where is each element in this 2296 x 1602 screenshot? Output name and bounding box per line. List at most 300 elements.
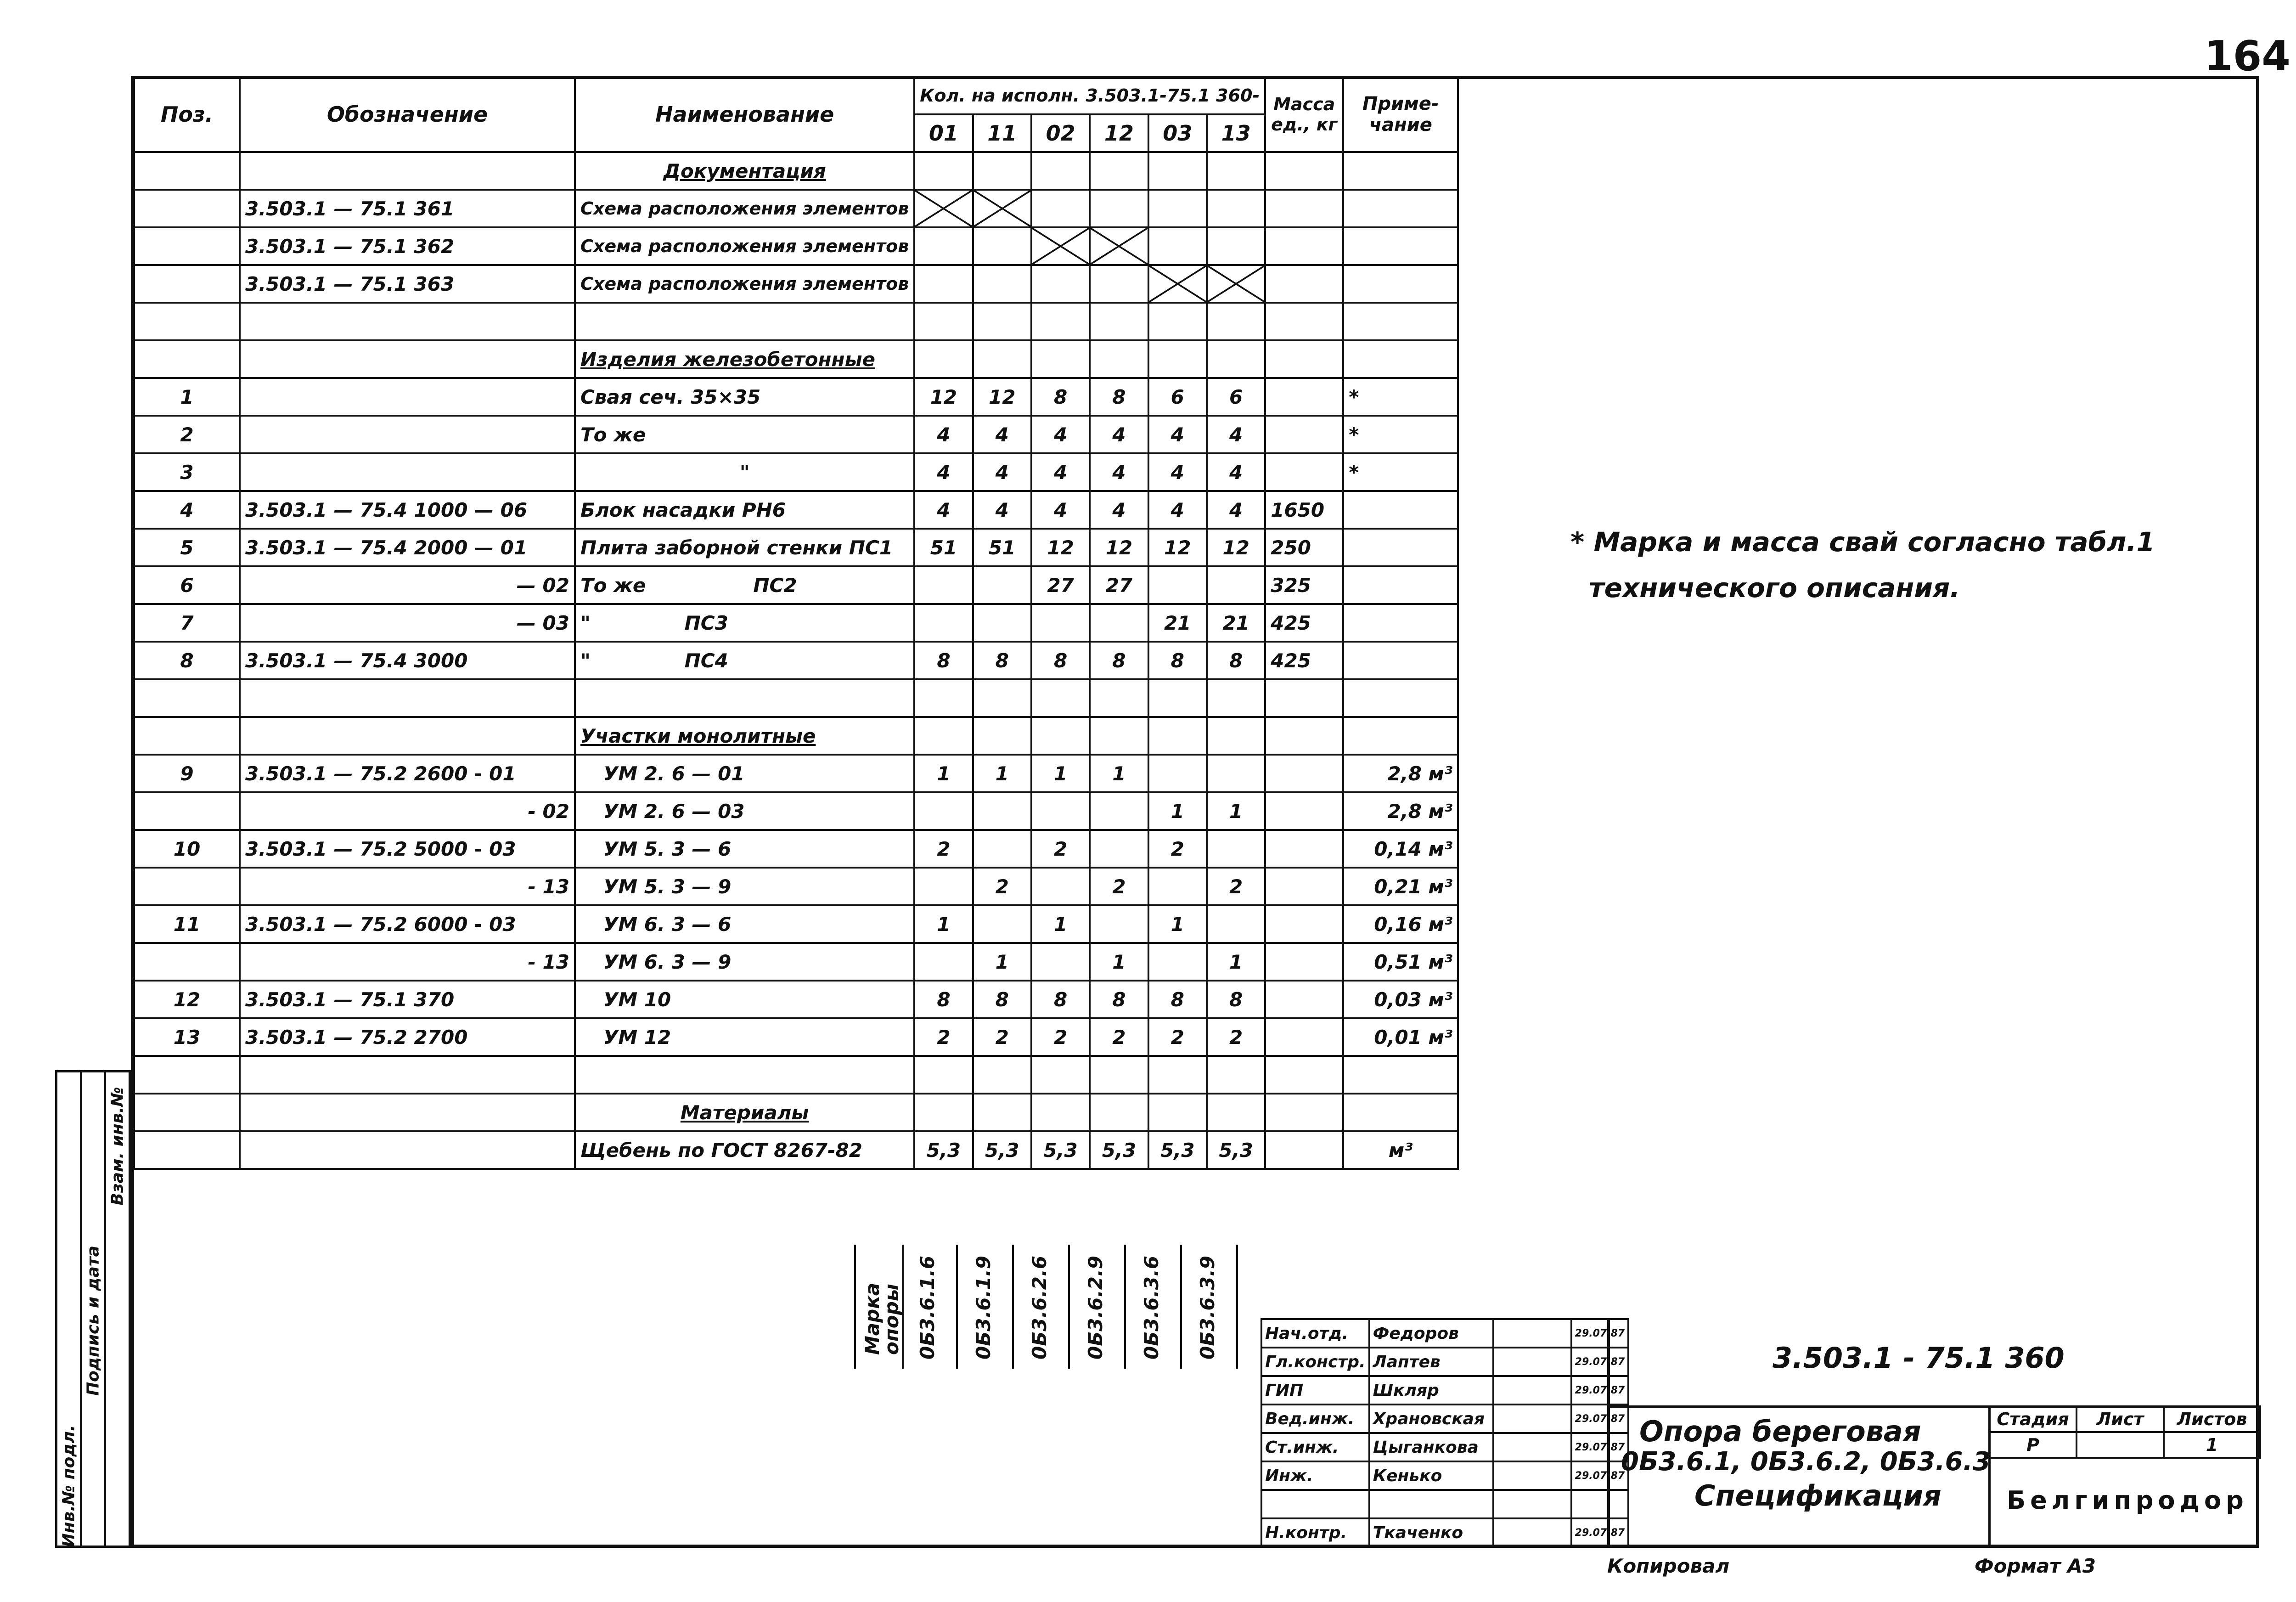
stamp-date: 29.07.87 [1571, 1348, 1629, 1376]
qty-cell: 2 [973, 868, 1031, 905]
designation-cell [240, 416, 575, 453]
qty-cell [1207, 566, 1265, 604]
stamp-row [1261, 1490, 1628, 1518]
name-cell: Свая сеч. 35×35 [575, 378, 914, 416]
stamp-role: Нач.отд. [1261, 1319, 1369, 1348]
mass-cell [1265, 378, 1343, 416]
qty-cell: 5,3 [973, 1131, 1031, 1169]
table-row [134, 1018, 1458, 1056]
mono-rows [134, 755, 1458, 1056]
doc-designation: 3.503.1 — 75.1 362 [240, 227, 575, 265]
mark-value: 0Б3.6.1.6 [916, 1256, 939, 1359]
qty-cell: 1 [1031, 905, 1090, 943]
stamp-name: Федоров [1369, 1319, 1493, 1348]
designation-cell: 3.503.1 — 75.2 2700 [240, 1018, 575, 1056]
qty-cell: 2 [1207, 868, 1265, 905]
qty-cell: 8 [1031, 642, 1090, 679]
rc-rows [134, 378, 1458, 679]
stamp-role: ГИП [1261, 1376, 1369, 1405]
stamp-name: Ткаченко [1369, 1518, 1493, 1547]
note-cell [1343, 529, 1458, 566]
material-name: Щебень по ГОСТ 8267-82 [575, 1131, 914, 1169]
qty-cell [1148, 755, 1207, 792]
stamp-signature [1493, 1376, 1571, 1405]
qty-cell [914, 566, 973, 604]
footnote-line: технического описания. [1589, 572, 1960, 604]
name-cell: УМ 12 [575, 1018, 914, 1056]
qty-cell: 51 [973, 529, 1031, 566]
stamp-name: Кенько [1369, 1461, 1493, 1490]
qty-cell: 2 [1031, 830, 1090, 868]
format-label: Формат А3 [1975, 1555, 2096, 1577]
footnote-line: * Марка и масса свай согласно табл.1 [1570, 526, 2155, 558]
copied-label: Копировал [1607, 1555, 1730, 1577]
designation-cell: - 13 [240, 868, 575, 905]
name-cell: " [575, 453, 914, 491]
pos-cell: 1 [134, 378, 240, 416]
stamp-signature [1493, 1518, 1571, 1547]
side-label-sign: Подпись и дата [84, 1246, 102, 1396]
qty-cell: 1 [914, 905, 973, 943]
qty-cell: 1 [1207, 943, 1265, 981]
stamp-role: Ст.инж. [1261, 1433, 1369, 1461]
header-note: Приме- чание [1343, 77, 1458, 152]
qty-cell: 27 [1090, 566, 1148, 604]
qty-cell: 8 [973, 981, 1031, 1018]
designation-cell: - 13 [240, 943, 575, 981]
qty-cell [1031, 792, 1090, 830]
name-cell: УМ 2. 6 — 03 [575, 792, 914, 830]
qty-cell: 1 [973, 943, 1031, 981]
side-col-sign [82, 1072, 106, 1546]
pos-cell: 11 [134, 905, 240, 943]
qty-cell: 2 [914, 830, 973, 868]
qty-cell: 2 [1090, 1018, 1148, 1056]
qty-cell [914, 604, 973, 642]
mass-cell [1265, 905, 1343, 943]
mark-value: 0Б3.6.3.6 [1140, 1256, 1163, 1359]
mass-cell: 325 [1265, 566, 1343, 604]
qty-cell: 1 [973, 755, 1031, 792]
designation-cell: 3.503.1 — 75.2 5000 - 03 [240, 830, 575, 868]
stage-header: Лист [2077, 1406, 2164, 1432]
name-cell: УМ 2. 6 — 01 [575, 755, 914, 792]
note-cell: * [1343, 378, 1458, 416]
stamp-row [1261, 1319, 1628, 1348]
material-note: м³ [1343, 1131, 1458, 1169]
qty-cell: 4 [973, 453, 1031, 491]
name-cell: Блок насадки РН6 [575, 491, 914, 529]
qty-cell: 12 [1207, 529, 1265, 566]
stamp-row [1261, 1518, 1628, 1547]
table-row [134, 529, 1458, 566]
qty-cell: 5,3 [1090, 1131, 1148, 1169]
name-cell: То же ПС2 [575, 566, 914, 604]
title-line: Опора береговая [1639, 1415, 1921, 1448]
mass-cell [1265, 416, 1343, 453]
pos-cell: 8 [134, 642, 240, 679]
table-row [134, 1131, 1458, 1169]
qty-cell: 8 [1207, 642, 1265, 679]
qty-cell [1090, 905, 1148, 943]
qty-cell: 8 [914, 642, 973, 679]
doc-name: Схема расположения элементов [575, 227, 914, 265]
qty-cell: 1 [1090, 755, 1148, 792]
doc-name: Схема расположения элементов [575, 265, 914, 303]
pos-cell [134, 943, 240, 981]
table-row [134, 604, 1458, 642]
qty-cell: 4 [1207, 416, 1265, 453]
mark-value: 0Б3.6.3.9 [1196, 1256, 1219, 1359]
qty-cell [1090, 604, 1148, 642]
stamp-role: Н.контр. [1261, 1518, 1369, 1547]
qty-cell: 1 [914, 755, 973, 792]
pos-cell: 6 [134, 566, 240, 604]
qty-cell: 2 [1148, 830, 1207, 868]
qty-cell: 5,3 [914, 1131, 973, 1169]
table-row [134, 190, 1458, 227]
qty-cell [1148, 943, 1207, 981]
qty-cell: 5,3 [1207, 1131, 1265, 1169]
specification-table [133, 76, 1459, 1170]
designation-cell: 3.503.1 — 75.1 370 [240, 981, 575, 1018]
qty-cell [914, 868, 973, 905]
table-row [134, 265, 1458, 303]
qty-cell: 4 [914, 416, 973, 453]
designation-cell: 3.503.1 — 75.4 1000 — 06 [240, 491, 575, 529]
side-col-inv [57, 1072, 82, 1546]
qty-cell: 2 [1207, 1018, 1265, 1056]
qty-cell: 12 [1090, 529, 1148, 566]
table-row [134, 868, 1458, 905]
stamp-row [1261, 1433, 1628, 1461]
qty-cell: 1 [1090, 943, 1148, 981]
stamp-role: Инж. [1261, 1461, 1369, 1490]
pos-cell: 10 [134, 830, 240, 868]
name-cell: УМ 6. 3 — 9 [575, 943, 914, 981]
section-docs: Документация [575, 152, 914, 190]
qty-cell [1090, 792, 1148, 830]
pos-cell: 13 [134, 1018, 240, 1056]
note-cell: 0,21 м³ [1343, 868, 1458, 905]
pos-cell: 5 [134, 529, 240, 566]
qty-cell: 4 [973, 491, 1031, 529]
qty-cell: 1 [1207, 792, 1265, 830]
stamp-name: Цыганкова [1369, 1433, 1493, 1461]
qty-cell: 51 [914, 529, 973, 566]
note-cell: 0,03 м³ [1343, 981, 1458, 1018]
section-materials: Материалы [575, 1094, 914, 1131]
qty-cell [1207, 830, 1265, 868]
qty-cell [973, 905, 1031, 943]
stamp-date: 29.07.87 [1571, 1461, 1629, 1490]
mass-cell: 425 [1265, 642, 1343, 679]
qty-cell: 8 [1148, 642, 1207, 679]
stage-header: Стадия [1989, 1406, 2077, 1432]
qty-cell: 5,3 [1031, 1131, 1090, 1169]
note-cell [1343, 642, 1458, 679]
stage-header: Листов [2164, 1406, 2260, 1432]
marks-label: Марка опоры [861, 1282, 903, 1355]
name-cell: УМ 5. 3 — 6 [575, 830, 914, 868]
note-cell: 0,16 м³ [1343, 905, 1458, 943]
qty-cell: 12 [1031, 529, 1090, 566]
stamp-row [1261, 1348, 1628, 1376]
stamp-date: 29.07.87 [1571, 1319, 1629, 1348]
stamp-name [1369, 1490, 1493, 1518]
note-cell: 0,14 м³ [1343, 830, 1458, 868]
table-row [134, 491, 1458, 529]
stamp-role [1261, 1490, 1369, 1518]
qty-cell [973, 792, 1031, 830]
qty-cell: 4 [973, 416, 1031, 453]
name-cell: " ПС4 [575, 642, 914, 679]
qty-cell: 4 [914, 491, 973, 529]
qty-cell: 27 [1031, 566, 1090, 604]
stamp-name: Храновская [1369, 1405, 1493, 1433]
note-cell: * [1343, 453, 1458, 491]
designation-cell: — 03 [240, 604, 575, 642]
qty-cell: 8 [1148, 981, 1207, 1018]
qty-cell: 4 [1090, 416, 1148, 453]
stamp-signature [1493, 1461, 1571, 1490]
qty-cell: 8 [914, 981, 973, 1018]
qty-cell: 4 [1090, 491, 1148, 529]
qty-cell [914, 943, 973, 981]
side-label-replace: Взам. инв.№ [108, 1087, 127, 1206]
qty-cell: 4 [1148, 453, 1207, 491]
qty-cell [914, 792, 973, 830]
mark-value: 0Б3.6.2.6 [1028, 1256, 1051, 1359]
qty-cell: 8 [1090, 378, 1148, 416]
table-row [134, 755, 1458, 792]
mass-cell [1265, 868, 1343, 905]
qty-cell [1090, 830, 1148, 868]
stamp-row [1261, 1405, 1628, 1433]
qty-cell: 6 [1148, 378, 1207, 416]
page-number: 164 [2204, 32, 2290, 80]
name-cell: То же [575, 416, 914, 453]
note-cell: * [1343, 416, 1458, 453]
stamp-date: 29.07.87 [1571, 1376, 1629, 1405]
qty-cell: 8 [1031, 378, 1090, 416]
mass-cell [1265, 453, 1343, 491]
stamp-signature [1493, 1433, 1571, 1461]
qty-cell [1031, 604, 1090, 642]
stamp-signature [1493, 1490, 1571, 1518]
header-qty-group: Кол. на исполн. 3.503.1-75.1 360- [914, 77, 1265, 114]
stamp-row [1261, 1461, 1628, 1490]
designation-cell: 3.503.1 — 75.4 2000 — 01 [240, 529, 575, 566]
pos-cell: 3 [134, 453, 240, 491]
qty-cell: 1 [1031, 755, 1090, 792]
table-row [134, 453, 1458, 491]
document-code: 3.503.1 - 75.1 360 [1773, 1341, 2065, 1375]
qty-cell: 4 [1031, 453, 1090, 491]
header-name: Наименование [575, 77, 914, 152]
stage-value: Р [1989, 1432, 2077, 1458]
stamp-name: Лаптев [1369, 1348, 1493, 1376]
table-row [134, 566, 1458, 604]
mass-cell [1265, 755, 1343, 792]
qty-cell: 4 [1148, 491, 1207, 529]
qty-cell: 4 [914, 453, 973, 491]
doc-name: Схема расположения элементов [575, 190, 914, 227]
stamp-role: Вед.инж. [1261, 1405, 1369, 1433]
doc-designation: 3.503.1 — 75.1 363 [240, 265, 575, 303]
title-line: Спецификация [1694, 1479, 1941, 1512]
note-cell: 0,01 м³ [1343, 1018, 1458, 1056]
designation-cell: 3.503.1 — 75.2 6000 - 03 [240, 905, 575, 943]
pos-cell: 12 [134, 981, 240, 1018]
qty-cell [973, 566, 1031, 604]
note-cell: 2,8 м³ [1343, 755, 1458, 792]
note-cell: 2,8 м³ [1343, 792, 1458, 830]
header-variant: 02 [1031, 114, 1090, 152]
qty-cell: 4 [1090, 453, 1148, 491]
table-row [134, 981, 1458, 1018]
name-cell: УМ 10 [575, 981, 914, 1018]
header-designation: Обозначение [240, 77, 575, 152]
stamp-rows [1261, 1319, 1628, 1547]
qty-cell: 2 [1031, 1018, 1090, 1056]
qty-cell: 8 [1031, 981, 1090, 1018]
mass-cell: 250 [1265, 529, 1343, 566]
stamp-signature [1493, 1319, 1571, 1348]
name-cell: " ПС3 [575, 604, 914, 642]
name-cell: УМ 5. 3 — 9 [575, 868, 914, 905]
header-variant: 01 [914, 114, 973, 152]
mass-cell [1265, 981, 1343, 1018]
header-variant: 11 [973, 114, 1031, 152]
stage-value [2077, 1432, 2164, 1458]
qty-cell: 4 [1031, 491, 1090, 529]
qty-cell: 8 [1207, 981, 1265, 1018]
pos-cell: 7 [134, 604, 240, 642]
stamp-date: 29.07.87 [1571, 1433, 1629, 1461]
designation-cell: 3.503.1 — 75.2 2600 - 01 [240, 755, 575, 792]
stamp-row [1261, 1376, 1628, 1405]
side-stamp [55, 1070, 131, 1548]
qty-cell: 12 [973, 378, 1031, 416]
qty-cell: 6 [1207, 378, 1265, 416]
qty-cell [973, 830, 1031, 868]
qty-cell: 2 [914, 1018, 973, 1056]
qty-cell: 12 [1148, 529, 1207, 566]
mass-cell [1265, 943, 1343, 981]
pos-cell: 2 [134, 416, 240, 453]
note-cell: 0,51 м³ [1343, 943, 1458, 981]
pos-cell [134, 792, 240, 830]
qty-cell: 5,3 [1148, 1131, 1207, 1169]
section-rc: Изделия железобетонные [575, 340, 914, 378]
organization: Белгипродор [2007, 1486, 2248, 1515]
table-row [134, 227, 1458, 265]
title-block-signatures [1261, 1318, 1629, 1548]
mark-value: 0Б3.6.2.9 [1084, 1256, 1107, 1359]
table-row [134, 905, 1458, 943]
qty-cell [1031, 868, 1090, 905]
side-label-inv: Инв.№ подл. [59, 1425, 78, 1547]
name-cell: Плита заборной стенки ПС1 [575, 529, 914, 566]
designation-cell [240, 453, 575, 491]
qty-cell [1207, 905, 1265, 943]
designation-cell: 3.503.1 — 75.4 3000 [240, 642, 575, 679]
mark-value: 0Б3.6.1.9 [972, 1256, 995, 1359]
mass-cell: 425 [1265, 604, 1343, 642]
stamp-signature [1493, 1348, 1571, 1376]
mass-cell: 1650 [1265, 491, 1343, 529]
title-line: 0Б3.6.1, 0Б3.6.2, 0Б3.6.3 [1621, 1447, 1991, 1477]
stamp-name: Шкляр [1369, 1376, 1493, 1405]
qty-cell: 8 [1090, 981, 1148, 1018]
qty-cell: 2 [973, 1018, 1031, 1056]
pos-cell: 9 [134, 755, 240, 792]
mass-cell [1265, 830, 1343, 868]
table-row [134, 943, 1458, 981]
designation-cell: — 02 [240, 566, 575, 604]
table-row [134, 642, 1458, 679]
qty-cell: 8 [1090, 642, 1148, 679]
qty-cell [1148, 868, 1207, 905]
stage-table [1988, 1405, 2261, 1459]
qty-cell: 1 [1148, 905, 1207, 943]
stamp-signature [1493, 1405, 1571, 1433]
footnote [1570, 519, 2155, 611]
stamp-role: Гл.констр. [1261, 1348, 1369, 1376]
designation-cell [240, 378, 575, 416]
side-col-replace [106, 1072, 129, 1546]
stage-value: 1 [2164, 1432, 2260, 1458]
qty-cell: 12 [914, 378, 973, 416]
qty-cell: 4 [1207, 453, 1265, 491]
qty-cell [973, 604, 1031, 642]
qty-cell [1207, 755, 1265, 792]
note-cell [1343, 491, 1458, 529]
designation-cell: - 02 [240, 792, 575, 830]
qty-cell [1148, 566, 1207, 604]
name-cell: УМ 6. 3 — 6 [575, 905, 914, 943]
qty-cell [1031, 943, 1090, 981]
pos-cell: 4 [134, 491, 240, 529]
table-row [134, 416, 1458, 453]
qty-cell: 21 [1148, 604, 1207, 642]
qty-cell: 8 [973, 642, 1031, 679]
note-cell [1343, 566, 1458, 604]
header-mass: Масса ед., кг [1265, 77, 1343, 152]
header-pos: Поз. [134, 77, 240, 152]
table-row [134, 792, 1458, 830]
table-row [134, 830, 1458, 868]
header-variant: 12 [1090, 114, 1148, 152]
note-cell [1343, 604, 1458, 642]
qty-cell: 4 [1148, 416, 1207, 453]
qty-cell: 21 [1207, 604, 1265, 642]
header-variant: 13 [1207, 114, 1265, 152]
qty-cell: 4 [1031, 416, 1090, 453]
doc-designation: 3.503.1 — 75.1 361 [240, 190, 575, 227]
header-variant: 03 [1148, 114, 1207, 152]
pos-cell [134, 868, 240, 905]
stamp-date: 29.07.87 [1571, 1405, 1629, 1433]
qty-cell: 2 [1148, 1018, 1207, 1056]
section-mono: Участки монолитные [575, 717, 914, 755]
mass-cell [1265, 792, 1343, 830]
qty-cell: 1 [1148, 792, 1207, 830]
table-row [134, 378, 1458, 416]
qty-cell: 4 [1207, 491, 1265, 529]
stamp-date: 29.07.87 [1571, 1518, 1629, 1547]
